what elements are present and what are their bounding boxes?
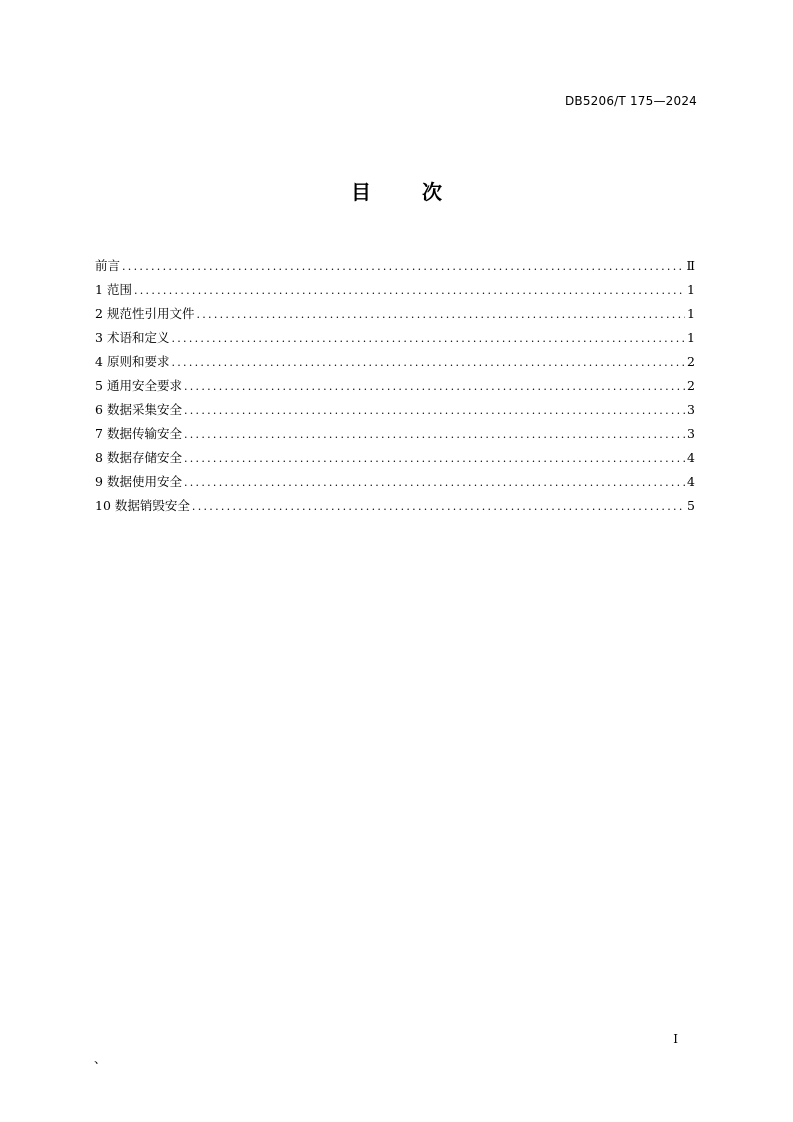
toc-item-page: 2	[687, 378, 695, 393]
toc-item-label: 术语和定义	[106, 330, 170, 345]
toc-item-label: 原则和要求	[106, 354, 170, 369]
toc-item-number: 4	[95, 354, 107, 369]
toc-leader-dots	[184, 375, 685, 399]
toc-item-general-security[interactable]	[95, 374, 695, 398]
toc-leader-dots	[184, 447, 685, 471]
toc-item-label: 数据销毁安全	[114, 498, 190, 513]
table-of-contents	[95, 254, 695, 518]
toc-item-normative-references[interactable]	[95, 302, 695, 326]
toc-item-label: 数据存储安全	[106, 450, 182, 465]
corner-mark: 、	[94, 1052, 107, 1066]
page-number: I	[673, 1032, 678, 1046]
toc-item-data-usage[interactable]	[95, 470, 695, 494]
toc-leader-dots	[171, 327, 685, 351]
toc-item-label: 数据传输安全	[106, 426, 182, 441]
toc-leader-dots	[196, 303, 685, 327]
toc-item-label: 数据采集安全	[106, 402, 182, 417]
toc-item-terms-definitions[interactable]	[95, 326, 695, 350]
toc-item-page: 1	[687, 282, 695, 297]
toc-item-number: 6	[95, 402, 107, 417]
toc-item-data-transmission[interactable]	[95, 422, 695, 446]
toc-item-page: 3	[687, 402, 695, 417]
toc-item-label: 前言	[95, 258, 121, 273]
toc-item-number: 2	[95, 306, 107, 321]
toc-item-page: 5	[687, 498, 695, 513]
toc-item-label: 范围	[106, 282, 132, 297]
toc-item-page: 4	[687, 450, 695, 465]
toc-item-foreword[interactable]	[95, 254, 695, 278]
toc-item-label: 通用安全要求	[106, 378, 182, 393]
toc-leader-dots	[122, 255, 684, 279]
toc-leader-dots	[171, 351, 685, 375]
toc-item-number: 1	[95, 282, 107, 297]
toc-item-label: 规范性引用文件	[106, 306, 195, 321]
toc-item-data-storage[interactable]	[95, 446, 695, 470]
toc-item-number: 9	[95, 474, 107, 489]
toc-leader-dots	[184, 423, 685, 447]
toc-item-page: 1	[687, 306, 695, 321]
toc-item-data-destruction[interactable]	[95, 494, 695, 518]
document-code: DB5206/T 175—2024	[564, 94, 697, 108]
toc-item-principles-requirements[interactable]	[95, 350, 695, 374]
toc-leader-dots	[184, 471, 685, 495]
toc-item-number: 7	[95, 426, 107, 441]
toc-item-number: 8	[95, 450, 107, 465]
toc-title: 目 次	[351, 180, 464, 204]
toc-item-page: 1	[687, 330, 695, 345]
toc-item-page: Ⅱ	[686, 258, 695, 273]
toc-leader-dots	[134, 279, 685, 303]
toc-item-scope[interactable]	[95, 278, 695, 302]
toc-leader-dots	[192, 495, 685, 519]
toc-item-label: 数据使用安全	[106, 474, 182, 489]
toc-item-data-collection[interactable]	[95, 398, 695, 422]
toc-item-number: 5	[95, 378, 107, 393]
toc-leader-dots	[184, 399, 685, 423]
toc-item-number: 3	[95, 330, 107, 345]
toc-item-page: 4	[687, 474, 695, 489]
toc-item-page: 2	[687, 354, 695, 369]
toc-item-page: 3	[687, 426, 695, 441]
toc-item-number: 10	[95, 498, 115, 513]
